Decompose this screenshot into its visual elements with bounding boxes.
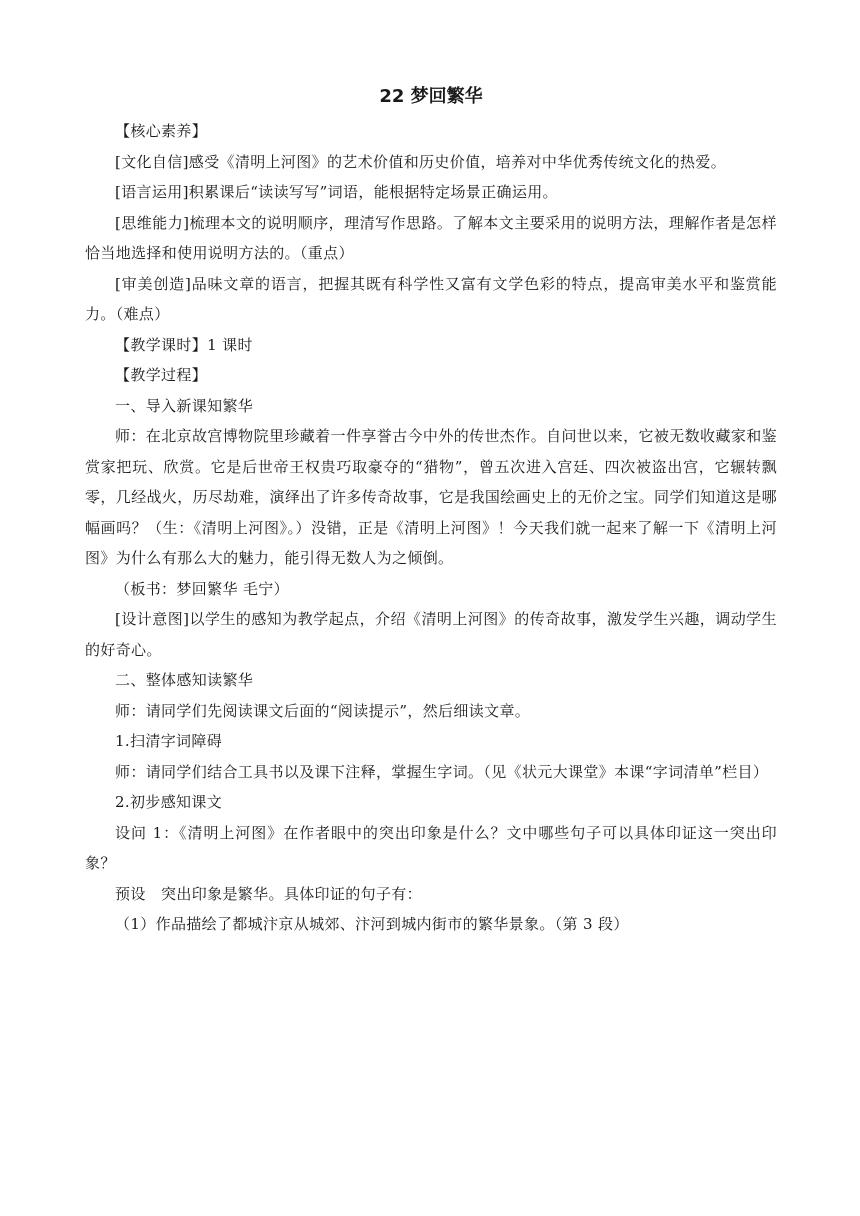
heading-core-literacy: 【核心素养】 [115, 122, 208, 140]
paragraph-teacher-intro: 师：在北京故宫博物院里珍藏着一件享誉古今中外的传世杰作。自问世以来，它被无数收藏家和鉴赏家把玩、欣赏。它是后世帝王权贵巧取豪夺的“猎物”，曾五次进入宫廷、四次被盗出宫，它辗转飘零，几经战火，历尽劫难，演绎出了许多传奇故事，它是我国绘画史上的无价之宝。同学们知道这是哪幅画吗？（生：《清明上河图》。）没错，正是《清明上河图》！今天我们就一起来了解一下《清明上河图》为什么有那么大的魅力，能引得无数人为之倾倒。 [85, 427, 777, 567]
paragraph-vocabulary: 师：请同学们结合工具书以及课下注释，掌握生字词。（见《状元大课堂》本课“字词清单”栏目） [115, 762, 769, 781]
heading-teaching-process: 【教学过程】 [115, 366, 208, 384]
paragraph-reading-prompt: 师：请同学们先阅读课文后面的“阅读提示”，然后细读文章。 [115, 701, 531, 720]
subheading-vocabulary: 1.扫清字词障碍 [115, 732, 223, 750]
paragraph-language-use: [语言运用]积累课后“读读写写”词语，能根据特定场景正确运用。 [115, 183, 558, 201]
document-title: 22 梦回繁华 [379, 86, 483, 107]
paragraph-question-1: 设问 1：《清明上河图》在作者眼中的突出印象是什么？文中哪些句子可以具体印证这一突出印象？ [85, 823, 777, 872]
paragraph-cultural-confidence: [文化自信]感受《清明上河图》的艺术价值和历史价值，培养对中华优秀传统文化的热爱。 [115, 152, 727, 171]
document-page [85, 82, 777, 940]
subheading-first-reading: 2.初步感知课文 [115, 793, 223, 811]
paragraph-thinking-ability: [思维能力]梳理本文的说明顺序，理清写作思路。了解本文主要采用的说明方法，理解作者是怎样恰当地选择和使用说明方法的。（重点） [85, 213, 777, 262]
paragraph-blackboard-note: （板书：梦回繁华 毛宁） [115, 579, 289, 598]
paragraph-preset-answer: 预设 突出印象是繁华。具体印证的句子有： [115, 884, 423, 903]
paragraph-design-intent: [设计意图]以学生的感知为教学起点，介绍《清明上河图》的传奇故事，激发学生兴趣，调动学生的好奇心。 [85, 610, 777, 659]
section-heading-overall: 二、整体感知读繁华 [115, 671, 254, 689]
paragraph-aesthetic-creation: [审美创造]品味文章的语言，把握其既有科学性又富有文学色彩的特点，提高审美水平和鉴赏能力。（难点） [85, 274, 777, 323]
section-heading-intro: 一、导入新课知繁华 [115, 396, 254, 415]
heading-class-hours: 【教学课时】1 课时 [115, 335, 253, 354]
paragraph-evidence-1: （1）作品描绘了都城汴京从城郊、汴河到城内街市的繁华景象。（第 3 段） [115, 915, 629, 933]
